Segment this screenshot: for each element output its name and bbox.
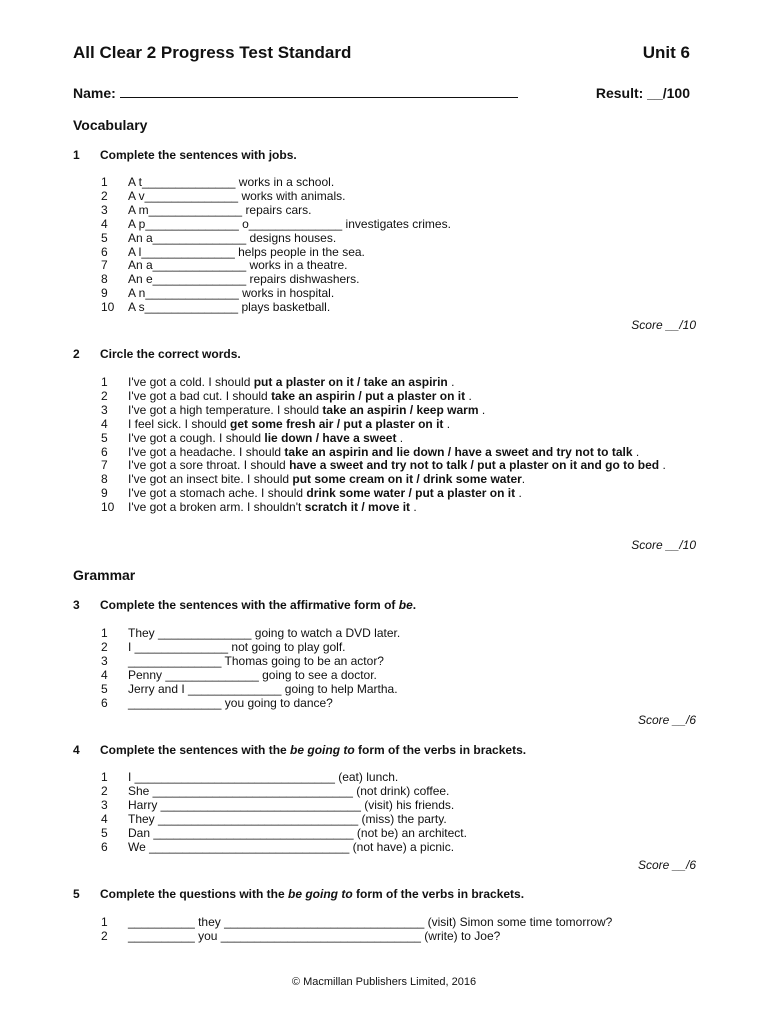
list-item: [101, 683, 703, 697]
item-number: 9: [101, 286, 108, 301]
answer-options[interactable]: take an aspirin / keep warm: [322, 402, 479, 417]
grammar-heading: Grammar: [73, 567, 136, 583]
item-number: 8: [101, 272, 108, 287]
exercise-number: 3: [73, 598, 80, 612]
list-item: [101, 655, 703, 669]
item-text: An a______________ works in a theatre.: [128, 258, 348, 273]
item-text: A s______________ plays basketball.: [128, 300, 331, 315]
item-number: 6: [101, 444, 108, 459]
list-item: [101, 218, 703, 232]
answer-options[interactable]: get some fresh air / put a plaster on it: [230, 416, 444, 431]
item-number: 7: [101, 258, 108, 273]
item-text: I've got an insect bite. I should put some cream on it / drink some water.: [128, 472, 526, 487]
list-item: [101, 669, 703, 683]
item-text: An e______________ repairs dishwashers.: [128, 272, 360, 287]
list-item: [101, 190, 703, 204]
answer-options[interactable]: put some cream on it / drink some water: [292, 472, 522, 487]
item-text: Dan ______________________________ (not be) an architect.: [128, 825, 467, 840]
list-item: [101, 259, 703, 273]
exercise-number: 1: [73, 148, 80, 162]
item-text: We ______________________________ (not have) a picnic.: [128, 839, 455, 854]
item-number: 3: [101, 402, 108, 417]
exercise-number: 5: [73, 887, 80, 901]
list-item: [101, 827, 703, 841]
list-item: [101, 771, 703, 785]
item-text: She ______________________________ (not drink) coffee.: [128, 783, 450, 798]
item-number: 1: [101, 375, 108, 389]
list-item: [101, 273, 703, 287]
exercise-5-instruction: [73, 887, 524, 901]
exercise-1-score: Score __/10: [631, 318, 696, 332]
exercise-number: 2: [73, 347, 80, 361]
item-number: 9: [101, 486, 108, 501]
item-number: 1: [101, 915, 108, 929]
list-item: [101, 916, 703, 930]
item-text: They ______________________________ (miss) the party.: [128, 811, 447, 826]
item-number: 4: [101, 416, 108, 431]
item-text: I've got a sore throat. I should have a sweet and try not to talk / put a plaster on it and go to bed .: [128, 458, 666, 473]
item-number: 5: [101, 825, 108, 840]
item-text: Harry ______________________________ (visit) his friends.: [128, 797, 455, 812]
item-number: 2: [101, 639, 108, 654]
item-number: 2: [101, 188, 108, 203]
answer-options[interactable]: put a plaster on it / take an aspirin: [253, 375, 448, 389]
list-item: [101, 785, 703, 799]
name-blank-line: [120, 85, 518, 98]
item-number: 5: [101, 681, 108, 696]
item-text: I've got a high temperature. I should take an aspirin / keep warm .: [128, 402, 486, 417]
exercise-4-instruction: [73, 743, 526, 757]
list-item: [101, 501, 703, 515]
result-label: Result: __/100: [595, 85, 690, 101]
item-text: An a______________ designs houses.: [128, 230, 337, 245]
item-text: A v______________ works with animals.: [128, 188, 346, 203]
item-number: 1: [101, 626, 108, 640]
item-number: 2: [101, 388, 108, 403]
exercise-3-items: [101, 627, 703, 710]
item-text: __________ you ______________________________ (write) to Joe?: [128, 928, 501, 943]
list-item: [101, 841, 703, 855]
answer-options[interactable]: drink some water / put a plaster on it: [306, 486, 516, 501]
item-text: I've got a stomach ache. I should drink some water / put a plaster on it .: [128, 486, 522, 501]
item-text: I ______________ not going to play golf.: [128, 639, 346, 654]
exercise-2-score: Score __/10: [631, 538, 696, 552]
item-text: I've got a cough. I should lie down / have a sweet .: [128, 430, 404, 445]
item-number: 1: [101, 770, 108, 784]
name-result-row: [73, 85, 690, 101]
item-text: I ______________________________ (eat) lunch.: [128, 770, 399, 784]
list-item: [101, 697, 703, 711]
list-item: [101, 446, 703, 460]
item-text: I've got a cold. I should put a plaster on it / take an aspirin .: [128, 375, 455, 389]
name-field: [73, 85, 518, 101]
list-item: [101, 813, 703, 827]
exercise-4-score: Score __/6: [637, 858, 696, 872]
item-text: A p______________ o______________ investigates crimes.: [128, 216, 451, 231]
item-text: I feel sick. I should get some fresh air / put a plaster on it .: [128, 416, 451, 431]
item-number: 5: [101, 430, 108, 445]
item-text: Penny ______________ going to see a doctor.: [128, 667, 377, 682]
list-item: [101, 376, 703, 390]
item-number: 6: [101, 839, 108, 854]
item-text: Jerry and I ______________ going to help Martha.: [128, 681, 398, 696]
item-text: I've got a bad cut. I should take an aspirin / put a plaster on it .: [128, 388, 472, 403]
instruction-text: Complete the questions with the be going to form of the verbs in brackets.: [100, 887, 525, 901]
item-text: I've got a headache. I should take an aspirin and lie down / have a sweet and try not to talk .: [128, 444, 640, 459]
copyright-footer: © Macmillan Publishers Limited, 2016: [291, 976, 477, 988]
instruction-text: Complete the sentences with jobs.: [100, 148, 297, 162]
answer-options[interactable]: take an aspirin and lie down / have a sweet and try not to talk: [284, 444, 633, 459]
name-label: Name:: [73, 85, 116, 101]
list-item: [101, 487, 703, 501]
item-number: 10: [101, 500, 115, 515]
vocabulary-heading: Vocabulary: [73, 117, 148, 133]
list-item: [101, 473, 703, 487]
item-number: 1: [101, 175, 108, 189]
list-item: [101, 204, 703, 218]
list-item: [101, 404, 703, 418]
list-item: [101, 459, 703, 473]
item-number: 5: [101, 230, 108, 245]
list-item: [101, 246, 703, 260]
item-number: 2: [101, 783, 108, 798]
title-row: [73, 43, 690, 63]
list-item: [101, 301, 703, 315]
item-text: A t______________ works in a school.: [128, 175, 335, 189]
exercise-number: 4: [73, 743, 80, 757]
item-text: ______________ you going to dance?: [128, 695, 333, 710]
answer-options[interactable]: scratch it / move it: [304, 500, 411, 515]
list-item: [101, 287, 703, 301]
list-item: [101, 176, 703, 190]
item-number: 6: [101, 695, 108, 710]
list-item: [101, 390, 703, 404]
list-item: [101, 418, 703, 432]
item-text: __________ they ______________________________ (visit) Simon some time tomorrow?: [128, 915, 613, 929]
list-item: [101, 930, 703, 944]
item-number: 7: [101, 458, 108, 473]
item-number: 3: [101, 202, 108, 217]
unit-label: Unit 6: [642, 43, 690, 62]
answer-options[interactable]: take an aspirin / put a plaster on it: [271, 388, 466, 403]
item-number: 3: [101, 797, 108, 812]
item-text: ______________ Thomas going to be an actor?: [128, 653, 384, 668]
instruction-text: Complete the sentences with the affirmative form of be.: [100, 598, 417, 612]
instruction-text: Circle the correct words.: [100, 347, 241, 361]
item-number: 6: [101, 244, 108, 259]
exercise-3-score: Score __/6: [637, 713, 696, 727]
item-text: I've got a broken arm. I shouldn't scratch it / move it .: [128, 500, 417, 515]
item-text: A l______________ helps people in the sea.: [128, 244, 365, 259]
answer-options[interactable]: have a sweet and try not to talk / put a plaster on it and go to bed: [289, 458, 660, 473]
exercise-4-items: [101, 771, 703, 854]
answer-options[interactable]: lie down / have a sweet: [264, 430, 397, 445]
exercise-1-items: [101, 176, 703, 315]
item-number: 2: [101, 928, 108, 943]
item-number: 10: [101, 300, 115, 315]
item-text: A m______________ repairs cars.: [128, 202, 312, 217]
exercise-2-instruction: [73, 347, 241, 361]
list-item: [101, 799, 703, 813]
list-item: [101, 627, 703, 641]
item-number: 4: [101, 811, 108, 826]
exercise-1-instruction: [73, 148, 297, 162]
test-title: All Clear 2 Progress Test Standard: [73, 43, 352, 62]
list-item: [101, 432, 703, 446]
item-number: 4: [101, 216, 108, 231]
exercise-3-instruction: [73, 598, 416, 612]
instruction-text: Complete the sentences with the be going to form of the verbs in brackets.: [100, 743, 527, 757]
list-item: [101, 232, 703, 246]
item-text: A n______________ works in hospital.: [128, 286, 335, 301]
item-number: 8: [101, 472, 108, 487]
item-number: 3: [101, 653, 108, 668]
exercise-2-items: [101, 376, 703, 515]
item-number: 4: [101, 667, 108, 682]
exercise-5-items: [101, 916, 703, 944]
item-text: They ______________ going to watch a DVD later.: [128, 626, 401, 640]
list-item: [101, 641, 703, 655]
